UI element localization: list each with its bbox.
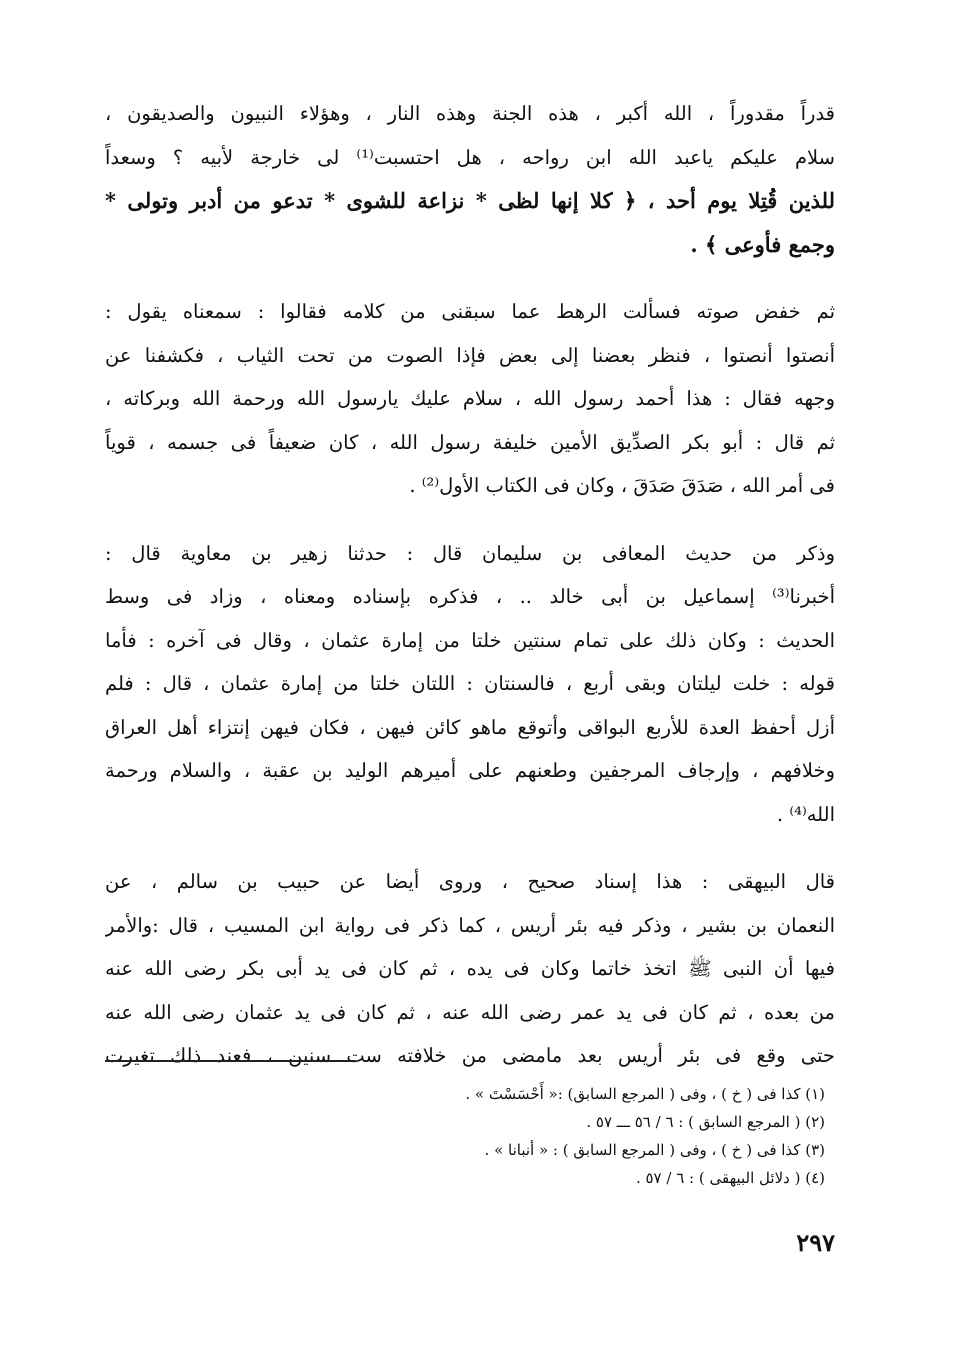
quran-verse-line: للذين قُتِلا يوم أحد ، ﴿ كلا إنها لظى * نزاعة للشوى * تدعو من أدبر وتولى *: [105, 188, 835, 213]
text-line: سلام عليكم ياعبد الله ابن رواحه ، هل احتسبت⁽¹⁾ لى خارجة لأبيه ؟ وسعداً: [105, 145, 835, 169]
footnote: (٤) ( دلائل البيهقى ) : ٦ / ٥٧ .: [635, 1169, 825, 1187]
text-line: قدراً مقدوراً ، الله أكبر ، هذه الجنة وهذه النار ، وهؤلاء النبيون والصديقون ،: [105, 102, 835, 125]
text-line: أنصتوا أنصتوا ، فنظر بعضنا إلى بعض فإذا الصوت من تحت الثياب ، فكشفنا عن: [105, 343, 835, 367]
footnote: (٢) ( المرجع السابق ) : ٦ / ٥٦ ـــ ٥٧ .: [586, 1113, 825, 1131]
paragraph-1: [105, 92, 835, 266]
footnotes: [125, 1080, 825, 1192]
paragraph-4: [105, 860, 835, 1078]
text-line: وخلافهم ، وإرجاف المرجفين وطعنهم على أميرهم الوليد بن عقبة ، والسلام ورحمة: [105, 759, 835, 782]
text-line: من بعده ، ثم كان فى يد عمر رضى الله عنه ، ثم كان فى يد عثمان رضى الله عنه: [105, 1000, 835, 1024]
footnote: (٣) كذا فى ( خ ) ، وفى ( المرجع السابق ) : « أنبانا » .: [484, 1141, 825, 1159]
page-number: ٢٩٧: [796, 1228, 835, 1257]
text-line: وذكر من حديث المعافى بن سليمان قال : حدثنا زهير بن معاوية قال :: [105, 541, 835, 565]
text-line: قال البيهقى : هذا إسناد صحيح ، وروى أيضا عن حبيب بن سالم ، عن: [105, 870, 835, 893]
text-line: حتى وقع فى بئر أريس بعد مامضى من خلافته ست سنين ، فعند ذلك تغيرت: [105, 1044, 835, 1067]
footnote: (١) كذا فى ( خ ) ، وفى ( المرجع السابق) :« أَحْسَسْتَ » .: [465, 1085, 825, 1103]
text-line: أخبرنا⁽³⁾ إسماعيل بن أبى خالد .. ، فذكره بإسناده ومعناه ، وزاد فى وسط: [105, 585, 835, 608]
text-line: الله⁽⁴⁾ .: [776, 802, 835, 826]
book-page: [105, 92, 835, 1272]
footnote-divider: [105, 1060, 355, 1062]
text-line: وجهه فقال : هذا أحمد رسول الله ، سلام عليك يارسول الله ورحمة الله وبركاته ،: [105, 387, 835, 410]
text-line: ثم قال : أبو بكر الصدِّيق الأمين خليفة رسول الله ، كان ضعيفاً فى جسمه ، قوياً: [105, 430, 835, 454]
text-line: الحديث : وكان ذلك على تمام سنتين خلتا من إمارة عثمان ، وقال فى آخره : فأما: [105, 628, 835, 652]
text-line: النعمان بن بشير ، وذكر فيه بئر أريس ، كما ذكر فى رواية ابن المسيب ، قال :والأمر: [105, 913, 835, 937]
text-line: فى أمر الله ، صَدَقَ صَدَقَ ، وكان فى الكتاب الأول⁽²⁾ .: [409, 474, 835, 497]
text-line: قوله : خلت ليلتان وبقى أربع ، فالسنتان : اللتان خلتا من إمارة عثمان ، قال : فلم: [105, 672, 835, 695]
paragraph-3: [105, 532, 835, 837]
paragraph-2: [105, 290, 835, 508]
quran-verse-line: وجمع فأوعى ﴾ .: [690, 231, 835, 257]
text-line: أزل أحفظ العدة للأربع البواقى وأتوقع ماهو كائن فيهن ، فكان فيهن إنتزاء أهل العراق: [105, 715, 835, 739]
text-line: فيها أن النبى ﷺ اتخذ خاتما وكان فى يده ، ثم كان فى يد أبى بكر رضى الله عنه: [105, 957, 835, 980]
text-line: ثم خفض صوته فسألت الرهط عما سبقنى من كلامه فقالوا : سمعناه يقول :: [105, 300, 835, 323]
